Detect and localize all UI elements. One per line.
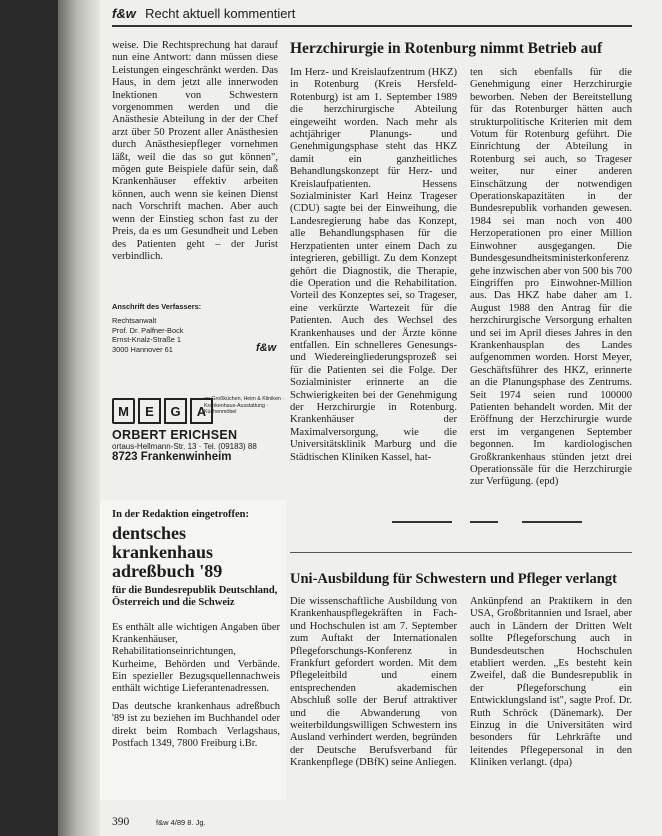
advertiser-tagline: an Großküchen, Heim & Kliniken · Krankenhaus-Ausstattung · Küchenmöbel bbox=[204, 396, 285, 416]
author-address-line: Rechtsanwalt bbox=[112, 315, 157, 325]
article-column bbox=[470, 596, 632, 770]
section-rule bbox=[290, 552, 632, 553]
end-mark-logo: f&w bbox=[256, 342, 277, 354]
page-number: 390 bbox=[112, 816, 130, 828]
page-header bbox=[112, 6, 295, 22]
commentary-text: weise. Die Rechtsprechung hat darauf nun eine Antwort: dann müssen diese Leistungen eingeschränkt werden. Das Haus, in dem jetzt alle innerwoden Inektionen von Schwestern vorgenommen werden und die Anästhesie Abteilung in der der Chef arzt über 50 Prozent aller Anästhesien durch Anästhesiepfleger vornehmen läßt, weil die das so gut können", mögen gute Beispiele dafür sein, daß Krankenhäuser effektiv arbeiten können, auch wenn sie keinen Dienst nach Vorschrift machen. Aber auch wenn der Einstieg schon fast zu der Preis, da es um Gesundheit und Leben des Patienten geht – der Jurist verbindlich. bbox=[112, 40, 278, 262]
advertiser-address: ortaus-Hellmann-Str. 13 · Tel. (09183) 88 bbox=[112, 442, 257, 451]
book-title bbox=[112, 524, 282, 581]
issue-info: f&w 4/89 8. Jg. bbox=[156, 818, 206, 827]
book-description bbox=[112, 622, 280, 756]
book-subtitle: für die Bundesrepublik Deutschland, Österreich und die Schweiz bbox=[112, 585, 278, 608]
advertiser-city: 8723 Frankenwinheim bbox=[112, 451, 232, 463]
book-title-line: krankenhaus bbox=[112, 542, 214, 562]
header-rule bbox=[112, 25, 632, 27]
author-address bbox=[112, 302, 278, 355]
article-column bbox=[290, 67, 457, 464]
advertiser-name: ORBERT ERICHSEN bbox=[112, 428, 238, 442]
article-text: Ankünpfend an Praktikern in den USA, Großbritannien und Israel, aber auch in Ländern der Dritten Welt sollte Pflegeforschung auch in Bundesdeutschen Hochschulen etabliert werden. „Es besteht kein Zweifel, daß die Bundesrepublik in der Pflegeforschung ein Entwicklungsland ist", sagte Prof. Dr. Ruth Schröck (Dänemark). Der Einzug in die Universitäten wird besonders für Lehrkräfte und leitendes Pflegepersonal in den Kliniken verlangt. (dpa) bbox=[470, 596, 632, 769]
article-column bbox=[470, 67, 632, 489]
article-column bbox=[290, 596, 457, 770]
advertiser-logo-letter: A bbox=[190, 398, 213, 424]
book-title-line: dentsches bbox=[112, 523, 187, 543]
article-headline: Herzchirurgie in Rotenburg nimmt Betrieb auf bbox=[290, 40, 603, 57]
advertiser-logo-letter: E bbox=[138, 398, 161, 424]
divider-dash bbox=[522, 521, 582, 523]
book-paragraph: Das deutsche krankenhaus adreßbuch '89 ist zu beziehen im Buchhandel oder direkt beim Rombach Verlagshaus, Postfach 1349, 7800 Freiburg i.Br. bbox=[112, 701, 280, 749]
advertiser-logo-letter: M bbox=[112, 398, 135, 424]
book-paragraph: Es enthält alle wichtigen Angaben über Krankenhäuser, Rehabilitationseinrichtungen, Kurheime, Behörden und Verbände. Ein spezieller Bezugsquellennachweis enthält wichtige Lieferantenadressen. bbox=[112, 622, 280, 695]
author-address-line: Ernst-Knalz-Straße 1 bbox=[112, 335, 182, 345]
binding-gutter bbox=[58, 0, 100, 836]
section-title: Recht aktuell kommentiert bbox=[145, 6, 296, 21]
article-text: Im Herz- und Kreislaufzentrum (HKZ) in Rotenburg (Kreis Hersfeld-Rotenburg) ist am 1. September 1989 die herzchirurgische Abteilung eingeweiht worden. Nach mehr als achtjähriger Planungs- und Genehmigungsphase steht das HKZ damit ein ganzheitliches Behandlungskonzept für Herz- und Kreislaufpatienten. Hessens Sozialminister Karl Heinz Trageser (CDU) sagte bei der Einweihung, die Landesregierung habe das Konzept, alle Behandlungsphasen für die Herzpatienten unter einem Dach zu integrieren, gebilligt. Zu dem Konzept gehört die Diagnostik, die Therapie, die Operation und die Rehabilitation. Vorteil des Konzeptes sei, so Trageser, eine verkürzte Wartezeit für die Patienten. Auch des Wechsel des Krankenhauses und der Ärzte könne entfallen. Ein schnelleres Genesungs- und Wiedereingliederungsprozeß sei für die Patienten sei die Folge. Der Sozialminister erinnerte an die Schwierigkeiten bei der Genehmigung der Herzchirurgie in Rotenburg. Krankenhäuser der Maximalversorgung, wie die Universitätsklinik Marburg und die Städtischen Kliniken Kassel, hat- bbox=[290, 67, 457, 463]
advertiser-logo-letter: G bbox=[164, 398, 187, 424]
article-text: Die wissenschaftliche Ausbildung von Krankenhauspflegekräften in Fach- und Hochschulen ist am 7. September zum Auftakt der Internationalen Pflegeforschungs-Konferenz in Frankfurt gefordert worden. Mit dem Pflegeleitbild und einem entsprechenden akademischen Abschluß solle der Beruf attraktiver und die Abwanderung von weiterbildungswilligen Schwestern ins Ausland verhindert werden, begründen der Deutsche Berufsverband für Krankenpflege (DBfK) seine Anliegen. bbox=[290, 596, 457, 769]
article-text: ten sich ebenfalls für die Genehmigung einer Herzchirurgie beworben. Neben der Bereitstellung für das Rotenburger hätten auch strukturpolitische Kriterien mit dem Votum für Rotenburg geführt. Die Einrichtung der Abteilung in Rotenburg sei auch, so Trageser weiter, nur einer anderen Einschätzung der notwendigen Operationskapazitäten in der Bundesrepublik vorhanden gewesen. 1984 sei man noch von 400 Herzoperationen pro einer Million Einwohner ausgegangen. Die Bundesgesundheitsministerkonferenz gehe inzwischen aber von 500 bis 700 Eingriffen pro Einwohner-Million aus. Das HKZ habe daher am 1. August 1988 den Antrag für die herzchirurgische Versorgung erhalten und sei im April dieses Jahres in den Krankenhausplan des Landes aufgenommen worden. Horst Meyer, Geschäftsführer des HKZ, erinnerte an die Planungsphase des Zentrums. Seit 1974 seien rund 100000 Patienten behandelt worden. Mit der Eröffnung der Herzchirurgie wurde erst im vergangenen September begonnen. Im kardiologischen Großkrankenhaus stünden jetzt drei Operationssäle für die Herzchirurgie zur Verfügung. (epd) bbox=[470, 67, 632, 488]
column-commentary bbox=[112, 40, 278, 263]
divider-dash bbox=[392, 521, 452, 523]
author-address-line: Prof. Dr. Palfner-Bock bbox=[112, 325, 184, 335]
divider-dash bbox=[470, 521, 498, 523]
article-headline: Uni-Ausbildung für Schwestern und Pfleger verlangt bbox=[290, 571, 617, 587]
book-notice-label: In der Redaktion eingetroffen: bbox=[112, 509, 249, 520]
author-address-heading: Anschrift des Verfassers: bbox=[112, 302, 202, 311]
magazine-logo: f&w bbox=[112, 6, 136, 21]
author-address-line: 3000 Hannover 61 bbox=[112, 345, 173, 355]
advertisement bbox=[112, 398, 286, 480]
book-title-line: adreßbuch '89 bbox=[112, 561, 223, 581]
